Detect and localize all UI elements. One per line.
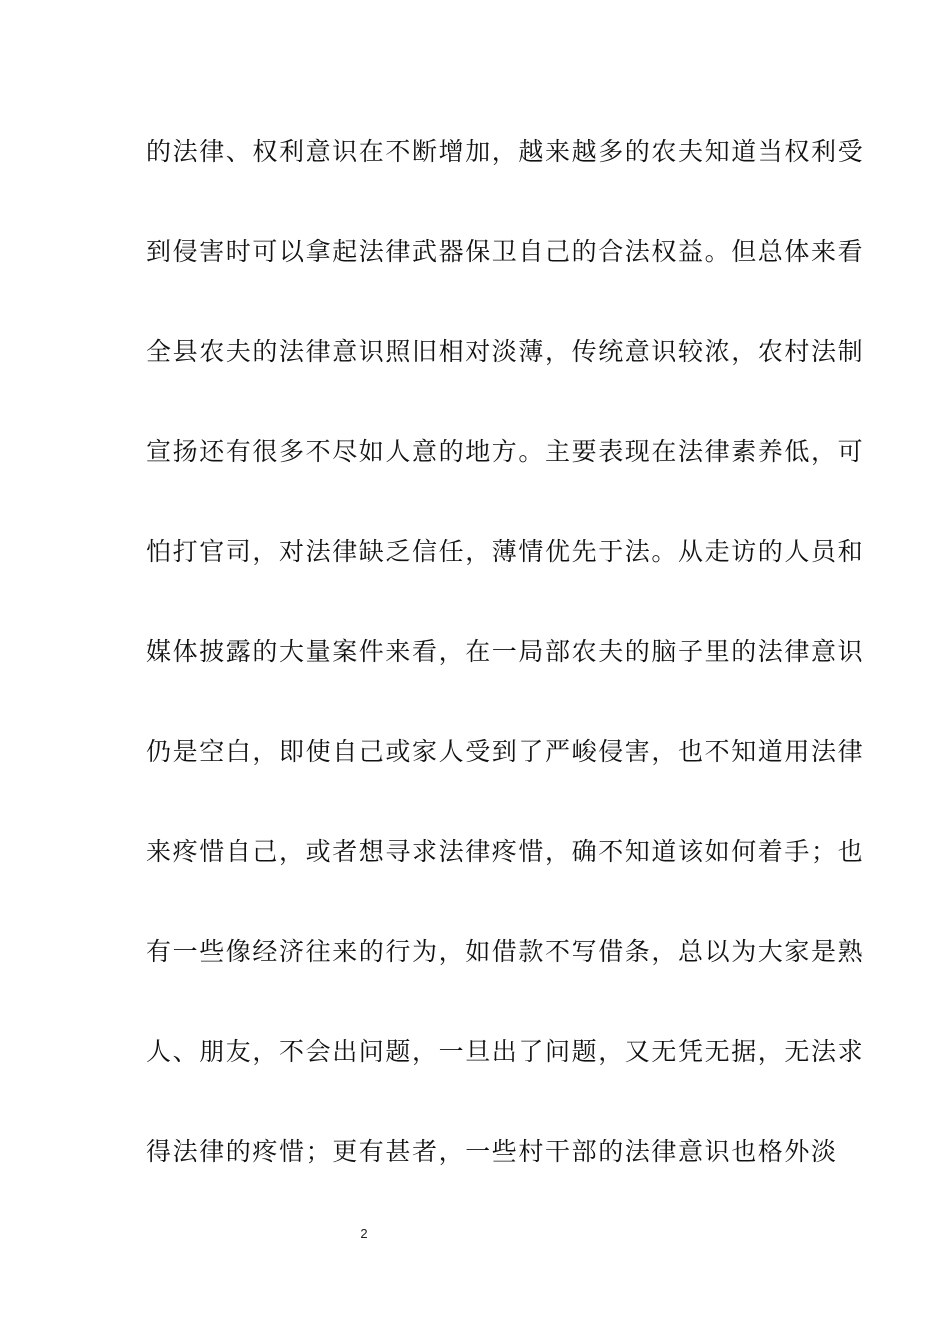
- text-line: 宣扬还有很多不尽如人意的地方。主要表现在法律素养低，可: [146, 437, 865, 466]
- text-line: 全县农夫的法律意识照旧相对淡薄，传统意识较浓，农村法制: [146, 337, 865, 366]
- text-line: 到侵害时可以拿起法律武器保卫自己的合法权益。但总体来看: [146, 237, 865, 266]
- page-number: 2: [360, 1226, 368, 1241]
- text-line: 来疼惜自己，或者想寻求法律疼惜，确不知道该如何着手；也: [146, 837, 865, 866]
- body-text: [146, 132, 865, 1232]
- text-line: 仍是空白，即使自己或家人受到了严峻侵害，也不知道用法律: [146, 737, 865, 766]
- text-line: 得法律的疼惜；更有甚者，一些村干部的法律意识也格外淡: [146, 1137, 838, 1166]
- text-line: 人、朋友，不会出问题，一旦出了问题，又无凭无据，无法求: [146, 1037, 865, 1066]
- text-line: 的法律、权利意识在不断增加，越来越多的农夫知道当权利受: [146, 137, 865, 166]
- text-line: 媒体披露的大量案件来看，在一局部农夫的脑子里的法律意识: [146, 637, 865, 666]
- text-line: 怕打官司，对法律缺乏信任，薄情优先于法。从走访的人员和: [146, 537, 865, 566]
- text-line: 有一些像经济往来的行为，如借款不写借条，总以为大家是熟: [146, 937, 865, 966]
